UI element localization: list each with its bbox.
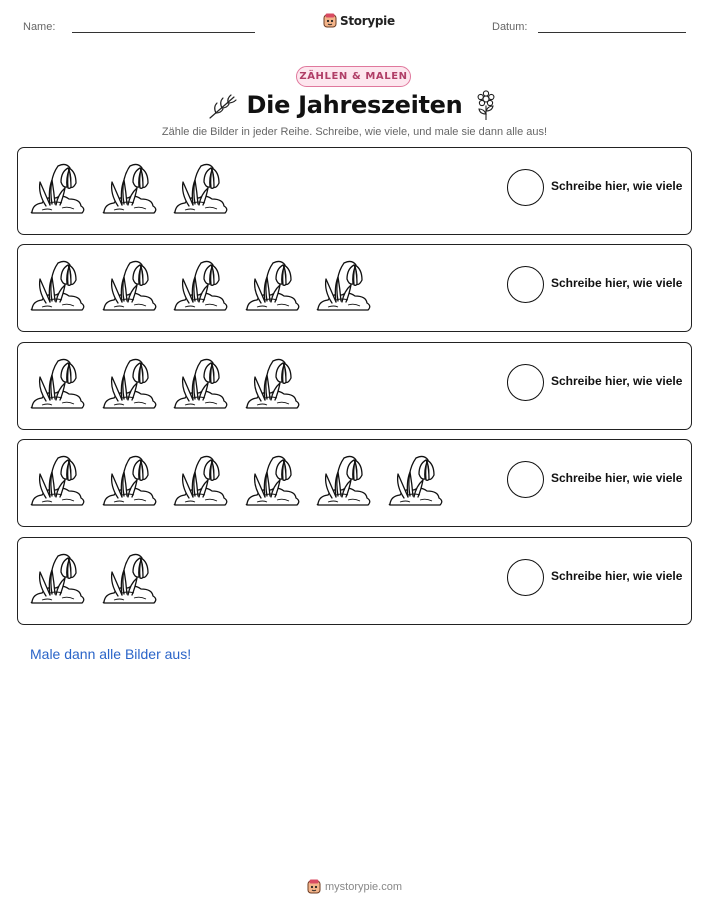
date-line[interactable] <box>538 32 686 33</box>
snowdrop-icon <box>386 450 446 508</box>
count-row-4 <box>17 439 692 527</box>
picture-group <box>28 548 171 608</box>
snowdrop-icon <box>243 255 303 313</box>
brand-name: Storypie <box>340 13 395 28</box>
instructions-text: Zähle die Bilder in jeder Reihe. Schreibe, wie viele, und male sie dann alle aus! <box>161 126 548 138</box>
answer-circle[interactable] <box>507 559 544 596</box>
snowdrop-icon <box>28 255 88 313</box>
answer-label: Schreibe hier, wie viele <box>551 374 683 388</box>
snowdrop-icon <box>28 450 88 508</box>
snowdrop-icon <box>100 158 160 216</box>
answer-circle[interactable] <box>507 364 544 401</box>
snowdrop-icon <box>314 450 374 508</box>
site-url: mystorypie.com <box>325 880 403 893</box>
storypie-logo-icon <box>323 13 337 28</box>
category-badge: ZÄHLEN & MALEN <box>296 66 411 87</box>
name-line[interactable] <box>72 32 255 33</box>
name-label: Name: <box>23 21 56 33</box>
footer-instruction: Male dann alle Bilder aus! <box>30 646 192 662</box>
answer-circle[interactable] <box>507 461 544 498</box>
page-title: Die Jahreszeiten <box>246 91 463 119</box>
snowdrop-icon <box>100 255 160 313</box>
snowdrop-icon <box>28 548 88 606</box>
answer-circle[interactable] <box>507 169 544 206</box>
count-row-1 <box>17 147 692 235</box>
snowdrop-icon <box>243 353 303 411</box>
picture-group <box>28 353 314 413</box>
answer-label: Schreibe hier, wie viele <box>551 471 683 485</box>
snowdrop-icon <box>100 353 160 411</box>
snowdrop-icon <box>314 255 374 313</box>
site-footer <box>307 879 402 894</box>
count-row-2 <box>17 244 692 332</box>
answer-label: Schreibe hier, wie viele <box>551 569 683 583</box>
date-label: Datum: <box>492 21 528 33</box>
picture-group <box>28 158 243 218</box>
snowdrop-icon <box>28 353 88 411</box>
snowdrop-icon <box>171 255 231 313</box>
count-row-3 <box>17 342 692 430</box>
snowdrop-icon <box>100 450 160 508</box>
snowdrop-icon <box>171 353 231 411</box>
flower-icon <box>473 90 499 122</box>
snowdrop-icon <box>243 450 303 508</box>
picture-group <box>28 450 457 510</box>
snowdrop-icon <box>28 158 88 216</box>
picture-group <box>28 255 386 315</box>
snowdrop-icon <box>100 548 160 606</box>
brand-logo <box>323 13 395 28</box>
snowdrop-icon <box>171 450 231 508</box>
answer-circle[interactable] <box>507 266 544 303</box>
snowdrop-icon <box>171 158 231 216</box>
answer-label: Schreibe hier, wie viele <box>551 179 683 193</box>
storypie-logo-icon <box>307 879 321 894</box>
count-row-5 <box>17 537 692 625</box>
answer-label: Schreibe hier, wie viele <box>551 276 683 290</box>
